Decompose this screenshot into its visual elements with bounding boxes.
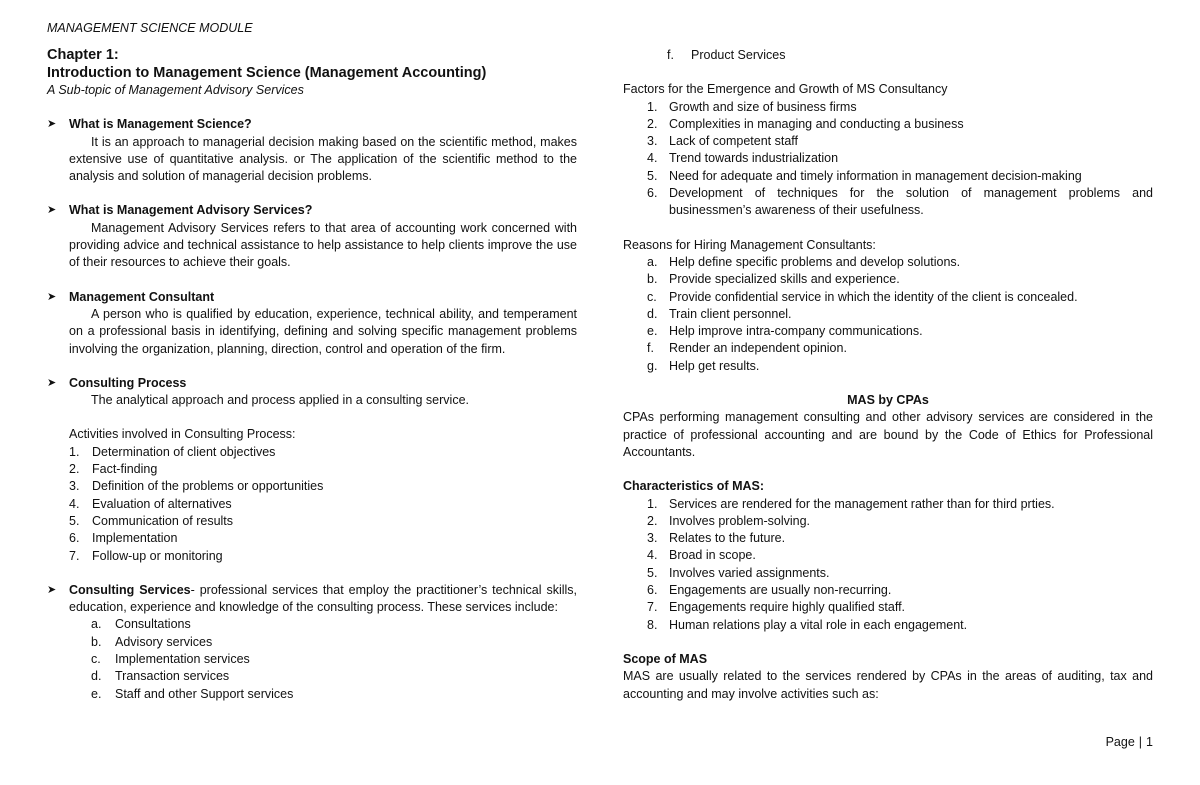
item-text: Help define specific problems and develop solutions.: [669, 254, 961, 269]
characteristics-list: [623, 496, 1153, 634]
section-management-consultant: [47, 289, 577, 306]
item-number: 5.: [647, 565, 658, 580]
item-letter: a.: [647, 254, 658, 269]
chapter-label: Chapter 1:: [47, 47, 119, 63]
item-letter: g.: [647, 358, 658, 373]
list-item: [47, 548, 577, 565]
item-letter: f.: [667, 48, 674, 62]
item-text: Evaluation of alternatives: [92, 496, 232, 511]
item-text: Train client personnel.: [669, 306, 792, 321]
characteristics-heading: Characteristics of MAS:: [623, 479, 765, 494]
scope-heading: Scope of MAS: [623, 651, 708, 666]
services-list: [47, 616, 577, 702]
item-number: 3.: [69, 479, 80, 494]
item-text: Involves problem-solving.: [669, 513, 811, 528]
page-label: Page: [1105, 735, 1135, 749]
item-text: Provide confidential service in which the identity of the client is concealed.: [669, 289, 1078, 304]
reasons-list: [623, 254, 1153, 375]
list-item: [623, 306, 1153, 323]
item-letter: c.: [647, 289, 657, 304]
chapter-title: Introduction to Management Science (Management Accounting): [47, 65, 487, 81]
item-letter: e.: [647, 324, 658, 339]
list-item: [623, 530, 1153, 547]
list-item: [47, 668, 577, 685]
item-text: Need for adequate and timely information in management decision-making: [669, 168, 1082, 183]
section-heading: Consulting Process: [69, 375, 187, 390]
item-number: 1.: [647, 99, 658, 114]
arrow-bullet-icon: ➤: [47, 376, 57, 389]
item-number: 2.: [647, 513, 658, 528]
section-heading: Consulting Services: [69, 582, 191, 597]
section-body: Management Advisory Services refers to that area of accounting work concerned with providing advice and technical assistance to help assistance to help clients improve the use of their resources to achieve their goals.: [69, 220, 577, 270]
item-text: Engagements require highly qualified staff.: [669, 600, 906, 615]
factors-heading: Factors for the Emergence and Growth of MS Consultancy: [623, 82, 948, 97]
item-letter: b.: [91, 634, 102, 649]
item-text: Render an independent opinion.: [669, 341, 847, 356]
factors-list: [623, 99, 1153, 220]
list-item: [47, 686, 577, 703]
page-separator: |: [1138, 735, 1143, 749]
item-text: Advisory services: [115, 634, 213, 649]
section-body: It is an approach to managerial decision making based on the scientific method, makes extensive use of quantitative analysis. or The application of the scientific method to the analysis and solution of managerial decision problems.: [69, 134, 577, 184]
list-item: [623, 547, 1153, 564]
item-text: Transaction services: [115, 669, 230, 684]
arrow-bullet-icon: ➤: [47, 118, 57, 131]
item-number: 2.: [647, 116, 658, 131]
item-text: Development of techniques for the solution of management problems and businessmen’s awareness of their usefulness.: [669, 186, 1153, 218]
list-item: [623, 323, 1153, 340]
item-text: Complexities in managing and conducting a business: [669, 116, 964, 131]
item-text: Growth and size of business firms: [669, 99, 857, 114]
item-text: Determination of client objectives: [92, 444, 276, 459]
item-number: 4.: [647, 548, 658, 563]
item-number: 1.: [69, 444, 80, 459]
item-number: 4.: [647, 151, 658, 166]
list-item: [47, 444, 577, 461]
left-column: [47, 46, 577, 703]
item-letter: d.: [647, 306, 658, 321]
item-text: Implementation services: [115, 652, 250, 667]
list-item: [623, 168, 1153, 185]
arrow-bullet-icon: ➤: [47, 290, 57, 303]
list-item: [623, 271, 1153, 288]
list-item: [623, 185, 1153, 220]
item-text: Involves varied assignments.: [669, 565, 830, 580]
list-item: [623, 150, 1153, 167]
item-number: 6.: [647, 186, 658, 201]
item-letter: b.: [647, 272, 658, 287]
list-item: [623, 513, 1153, 530]
item-text: Product Services: [691, 48, 786, 62]
item-number: 5.: [647, 168, 658, 183]
section-body: - professional services that employ the practitioner’s technical skills, education, experience and knowledge of the consulting process. These services include:: [69, 582, 577, 615]
item-text: Help get results.: [669, 358, 760, 373]
mas-cpas-body: CPAs performing management consulting and other advisory services are considered in the practice of professional accounting and are bound by the Code of Ethics for Professional Accountants.: [623, 410, 1153, 459]
item-text: Services are rendered for the management rather than for third prties.: [669, 496, 1055, 511]
section-consulting-process: [47, 375, 577, 392]
item-text: Help improve intra-company communications.: [669, 324, 923, 339]
mas-cpas-heading: MAS by CPAs: [847, 393, 929, 408]
list-item: [623, 340, 1153, 357]
section-heading: What is Management Advisory Services?: [69, 203, 313, 218]
list-item: [47, 530, 577, 547]
activities-list: [47, 444, 577, 565]
section-body: A person who is qualified by education, experience, technical ability, and temperament on a professional basis in identifying, defining and solving specific management problems involving the organization, planning, direction, control and operation of the firm.: [69, 306, 577, 356]
list-item: [623, 254, 1153, 271]
item-text: Definition of the problems or opportunities: [92, 479, 324, 494]
item-number: 3.: [647, 134, 658, 149]
list-item: [623, 47, 1153, 64]
item-number: 6.: [69, 531, 80, 546]
item-text: Lack of competent staff: [669, 134, 799, 149]
list-item: [623, 358, 1153, 375]
item-number: 7.: [69, 548, 80, 563]
item-text: Provide specialized skills and experience.: [669, 272, 900, 287]
section-body: The analytical approach and process applied in a consulting service.: [91, 393, 470, 408]
item-number: 6.: [647, 583, 658, 598]
list-item: [47, 616, 577, 633]
list-item: [47, 496, 577, 513]
module-header: MANAGEMENT SCIENCE MODULE: [47, 21, 253, 35]
item-text: Communication of results: [92, 513, 234, 528]
section-management-science: [47, 116, 577, 133]
list-item: [47, 461, 577, 478]
list-item: [47, 634, 577, 651]
scope-body: MAS are usually related to the services rendered by CPAs in the areas of auditing, tax and accounting and may involve activities such as:: [623, 669, 1153, 701]
item-text: Follow-up or monitoring: [92, 548, 223, 563]
section-heading: What is Management Science?: [69, 117, 252, 132]
list-item: [623, 617, 1153, 634]
item-text: Engagements are usually non-recurring.: [669, 583, 892, 598]
item-letter: a.: [91, 617, 102, 632]
item-letter: d.: [91, 669, 102, 684]
item-text: Fact-finding: [92, 462, 158, 477]
list-item: [47, 513, 577, 530]
list-item: [623, 289, 1153, 306]
item-number: 7.: [647, 600, 658, 615]
item-number: 3.: [647, 531, 658, 546]
item-text: Staff and other Support services: [115, 686, 294, 701]
list-item: [47, 651, 577, 668]
item-number: 8.: [647, 617, 658, 632]
activities-heading: Activities involved in Consulting Process:: [69, 427, 296, 442]
page-number: 1: [1146, 735, 1153, 749]
page-footer: [1106, 734, 1153, 751]
item-text: Human relations play a vital role in each engagement.: [669, 617, 968, 632]
list-item: [623, 496, 1153, 513]
list-item: [623, 133, 1153, 150]
section-heading: Management Consultant: [69, 289, 215, 304]
chapter-subtitle: A Sub-topic of Management Advisory Services: [47, 83, 304, 97]
item-letter: c.: [91, 652, 101, 667]
section-consulting-services: [47, 582, 577, 617]
item-letter: f.: [647, 341, 654, 356]
arrow-bullet-icon: ➤: [47, 204, 57, 217]
reasons-heading: Reasons for Hiring Management Consultants:: [623, 237, 876, 252]
item-number: 5.: [69, 513, 80, 528]
item-number: 1.: [647, 496, 658, 511]
item-number: 2.: [69, 462, 80, 477]
list-item: [47, 478, 577, 495]
services-list-continued: [623, 47, 1153, 64]
list-item: [623, 599, 1153, 616]
list-item: [623, 565, 1153, 582]
right-column: [623, 47, 1153, 703]
item-text: Trend towards industrialization: [669, 151, 839, 166]
item-number: 4.: [69, 496, 80, 511]
list-item: [623, 582, 1153, 599]
item-letter: e.: [91, 686, 102, 701]
item-text: Implementation: [92, 531, 178, 546]
list-item: [623, 116, 1153, 133]
item-text: Broad in scope.: [669, 548, 756, 563]
item-text: Relates to the future.: [669, 531, 786, 546]
list-item: [623, 99, 1153, 116]
arrow-bullet-icon: ➤: [47, 583, 57, 596]
item-text: Consultations: [115, 617, 191, 632]
section-mas: [47, 202, 577, 219]
